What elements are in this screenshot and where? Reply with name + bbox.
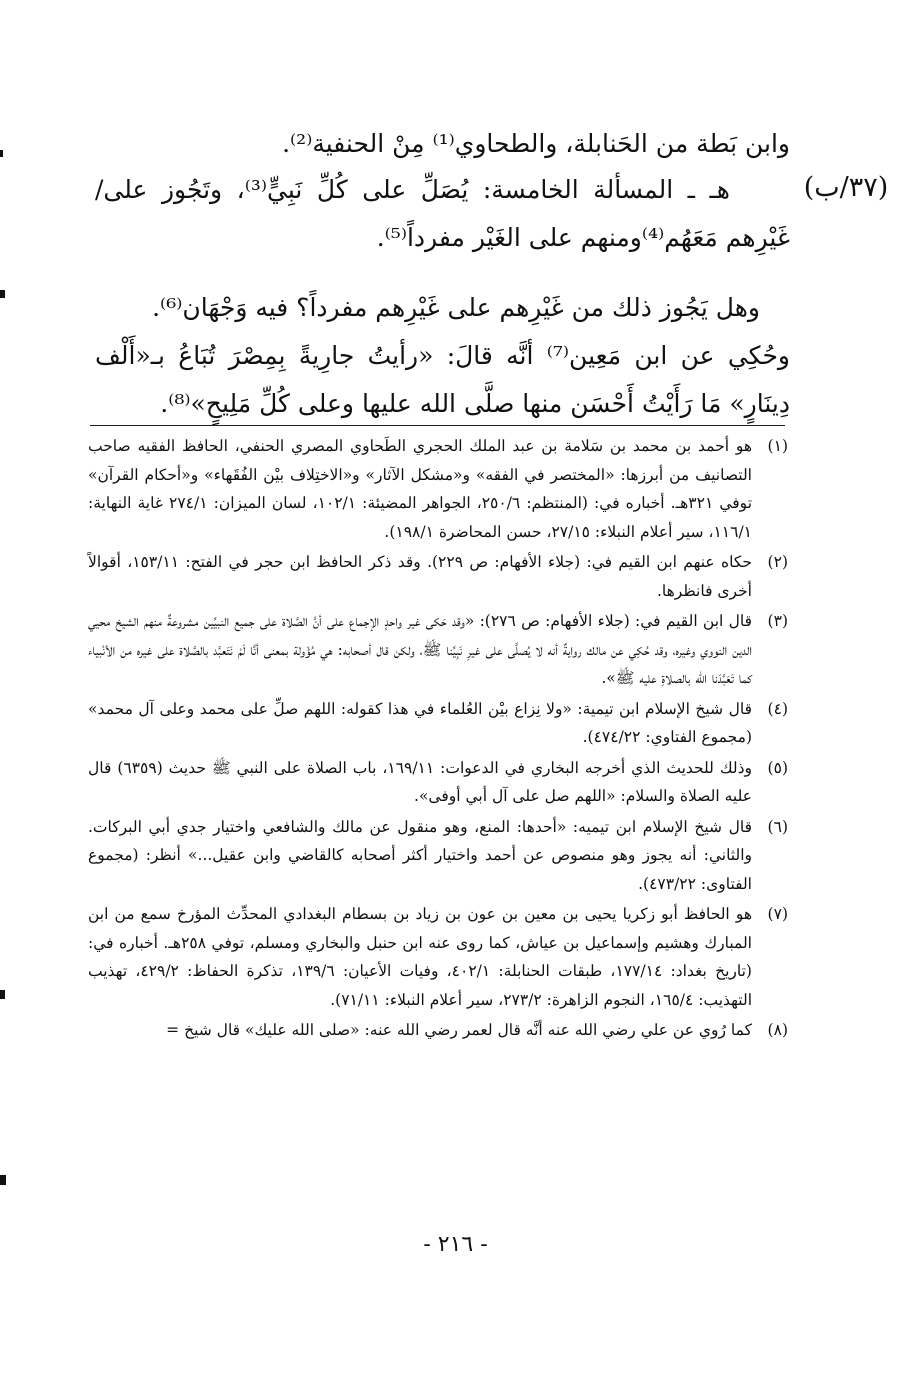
main-text-block-2 (95, 284, 790, 428)
main-paragraph: وحُكِي عن ابن مَعِين⁽⁷⁾ أنَّه قالَ: «رأيتُ جارِيةً بِمِصْرَ تُبَاعُ بـ«أَلْف دِينَارٍ» مَا رَأَيْتُ أَحْسَن منها صلَّى الله عليها وعلى كُلِّ مَلِيحٍ»⁽⁸⁾. (95, 341, 791, 418)
footnote (88, 695, 788, 752)
footnote-text: قال ابن القيم في: (جلاء الأفهام: ص ٢٧٦): «وقد حَكى غير واحدٍ الإجماع على أنَّ الصَّلاة على جميع النبيِّين مشروعةٌ منهم الشيخ محيي الدين النووي وغيره، وقد حُكِي عن مالك روايةٌ أنه لا يُصلَّى على غيرِ نَبِيِّنا ﷺ، ولكن قال أصحابه: هي مُؤَولة بمعنى أنَّا لَمْ نَتَعبَّد بالصَّلاة على غيره من الأنْبياء كما تَعَبَّدَنا الله بالصلاةِ عليه ﷺ». (88, 612, 752, 687)
footnote-text: قال شيخ الإسلام ابن تيميه: «أحدها: المنع، وهو منقول عن مالك والشافعي واختيار جدي أبي البركات. والثاني: أنه يجوز وهو منصوص عن أحمد واختيار أكثر أصحابه كالقاضي وابن عقيل...» أنظر: (مجموع الفتاوى: ٤٧٣/٢٢). (88, 817, 752, 893)
footnote-number: (٨) (767, 1021, 788, 1039)
footnote-text: هو الحافظ أبو زكريا يحيى بن معين بن عون بن زياد بن بسطام البغدادي المحدِّث المؤرخ سمع من ابن المبارك وهشيم وإسماعيل بن عياش، كما روى عنه ابن حنبل والبخاري ومسلم، توفي ٢٥٨هـ. أخباره في: (تاريخ بغداد: ١٧٧/١٤، طبقات الحنابلة: ٤٠٢/١، وفيات الأعيان: ١٣٩/٦، تذكرة الحفاظ: ٤٢٩/٢، تهذيب التهذيب: ١٦٥/٤، النجوم الزاهرة: ٢٧٣/٢، سير أعلام النبلاء: ٧١/١١). (88, 905, 752, 1009)
footnote (88, 754, 788, 811)
main-paragraph: وابن بَطة من الحَنابلة، والطحاوي⁽¹⁾ مِنْ الحنفية⁽²⁾. (282, 129, 790, 158)
footnote-text: كما رُوي عن علي رضي الله عنه أنَّه قال لعمر رضي الله عنه: «صلى الله عليك» قال شيخ = (166, 1021, 752, 1039)
footnote-number: (٧) (767, 905, 788, 923)
footnote-number: (٣) (767, 612, 788, 630)
footnote-number: (٤) (767, 699, 788, 718)
footnote-separator (90, 425, 785, 426)
scan-edge-mark (0, 1175, 6, 1185)
main-text-line-1 (95, 120, 885, 168)
footnote-number: (٥) (767, 758, 788, 777)
footnote (88, 548, 788, 605)
footnote (88, 1016, 788, 1045)
scan-edge-mark (0, 150, 3, 157)
footnote (88, 432, 788, 546)
scan-edge-mark (0, 290, 5, 298)
page-number: - ٢١٦ - (423, 1232, 488, 1257)
scan-edge-mark (0, 990, 5, 999)
footnote-number: (١) (767, 437, 788, 455)
main-text-block-1 (95, 166, 790, 262)
footnote (88, 607, 788, 693)
footnote-number: (٢) (767, 553, 788, 571)
footnote-text: قال شيخ الإسلام ابن تيمية: «ولا نِزاع بيْن العُلماء في هذا كقوله: اللهم صلِّ على محمد وعلى آل محمد» (مجموع الفتاوي: ٤٧٤/٢٢). (88, 699, 752, 746)
footnote-text: هو أحمد بن محمد بن سَلامة بن عبد الملك الحجري الطَحاوي المصري الحنفي، الحافظ الفقيه صاحب التصانيف من أبرزها: «المختصر في الفقه» و«مشكل الآثار» و«الاختِلاف بيْن الفُقَهاء» و«أحكام القرآن» توفي ٣٢١هـ. أخباره في: (المنتظم: ٢٥٠/٦، الجواهر المضيئة: ١٠٢/١، لسان الميزان: ٢٧٤/١ غاية النهاية: ١١٦/١، سير أعلام النبلاء: ٢٧/١٥، حسن المحاضرة ١٩٨/١). (88, 437, 753, 541)
footnote-text: وذلك للحديث الذي أخرجه البخاري في الدعوات: ١٦٩/١١، باب الصلاة على النبي ﷺ حديث (٦٣٥٩) قال عليه الصلاة والسلام: «اللهم صل على آل أبي أوفى». (88, 758, 752, 805)
main-paragraph: هـ ـ المسألة الخامسة: يُصَلِّ على كُلِّ نَبِيٍّ⁽³⁾، وتَجُوز على/ غَيْرِهم مَعَهُم⁽⁴⁾ومنهم على الغَيْر مفرداً⁽⁵⁾. (95, 175, 790, 252)
footnote (88, 813, 788, 899)
manuscript-folio-reference: (٣٧/ب) (803, 172, 889, 203)
footnotes (88, 432, 788, 1047)
footnote-text: حكاه عنهم ابن القيم في: (جلاء الأفهام: ص ٢٢٩). وقد ذكر الحافظ ابن حجر في الفتح: ١٥٣/١١، أقوالاً أخرى فانظرها. (88, 553, 752, 600)
main-paragraph: وهل يَجُوز ذلك من غَيْرِهم على غَيْرِهم مفرداً؟ فيه وَجْهَان⁽⁶⁾. (152, 293, 760, 322)
footnote (88, 900, 788, 1014)
footnote-number: (٦) (767, 817, 788, 836)
